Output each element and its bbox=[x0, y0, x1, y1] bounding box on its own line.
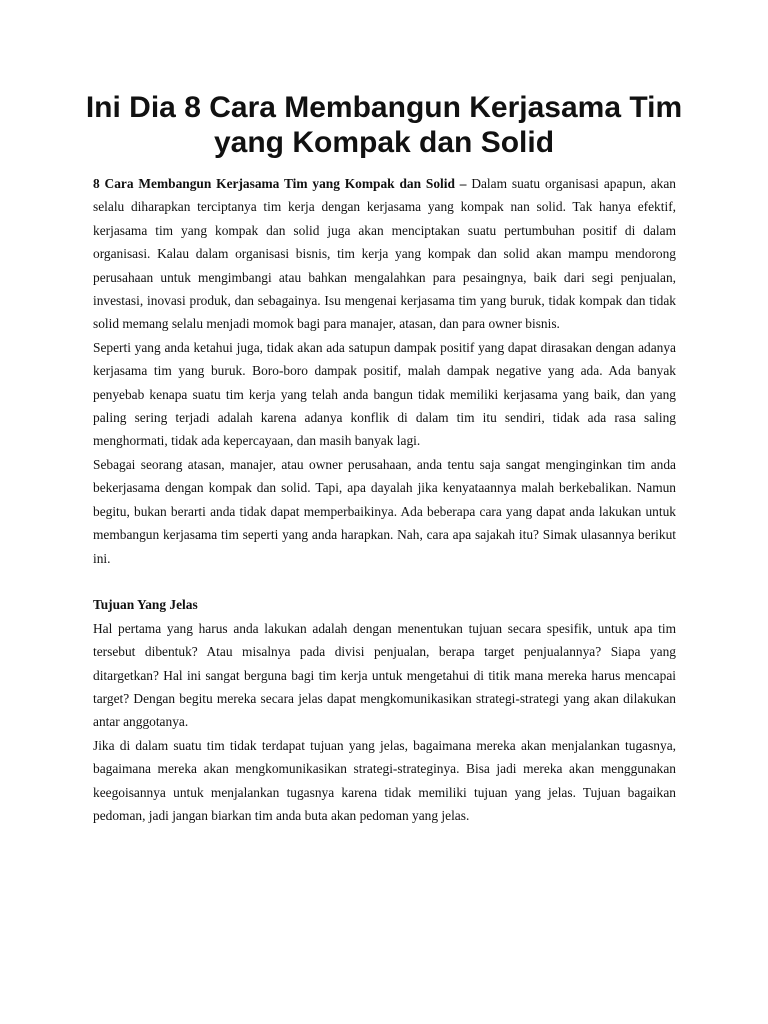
intro-text: Dalam suatu organisasi apapun, akan selalu diharapkan terciptanya tim kerja dengan kerjasama yang kompak nan solid. Tak hanya efektif, kerjasama tim yang kompak dan solid juga akan menciptakan suatu pertumbuhan positif di dalam organisasi. Kalau dalam organisasi bisnis, tim kerja yang kompak dan solid akan mampu mendorong perusahaan untuk mengimbangi atau bahkan mengalahkan para pesaingnya, baik dari segi penjualan, investasi, inovasi produk, dan sebagainya. Isu mengenai kerjasama tim yang buruk, tidak kompak dan tidak solid memang selalu menjadi momok bagi para manajer, atasan, dan para owner bisnis. bbox=[93, 176, 677, 332]
paragraph-1: Seperti yang anda ketahui juga, tidak akan ada satupun dampak positif yang dapat dirasakan dengan adanya kerjasama tim yang buruk. Boro-boro dampak positif, malah dampak negative yang ada. Ada banyak penyebab kenapa suatu tim kerja yang telah anda bangun tidak memiliki kerjasama yang baik, dan yang paling sering terjadi adalah karena adanya konflik di dalam tim itu sendiri, tidak ada rasa saling menghormati, tidak ada kepercayaan, dan masih banyak lagi. bbox=[93, 339, 676, 449]
section-heading: Tujuan Yang Jelas bbox=[93, 597, 198, 613]
section-paragraph-2: Jika di dalam suatu tim tidak terdapat tujuan yang jelas, bagaimana mereka akan menjalankan tugasnya, bagaimana mereka akan mengkomunikasikan strategi-strateginya. Bisa jadi mereka akan menggunakan keegoisannya untuk menjalankan tugasnya karena tidak memiliki tujuan yang jelas. Tujuan bagaikan pedoman, jadi jangan biarkan tim anda buta akan pedoman yang jelas. bbox=[93, 737, 676, 823]
paragraph-2: Sebagai seorang atasan, manajer, atau owner perusahaan, anda tentu saja sangat menginginkan tim anda bekerjasama dengan kompak dan solid. Tapi, apa dayalah jika kenyataannya malah berkebalikan. Namun begitu, bukan berarti anda tidak dapat memperbaikinya. Ada beberapa cara yang dapat anda lakukan untuk membangun kerjasama tim seperti yang anda harapkan. Nah, cara apa sajakah itu? Simak ulasannya berikut ini. bbox=[93, 456, 676, 566]
intro-lead: 8 Cara Membangun Kerjasama Tim yang Kompak dan Solid – bbox=[93, 176, 467, 191]
article-body bbox=[93, 172, 676, 827]
page-title: Ini Dia 8 Cara Membangun Kerjasama Tim yang Kompak dan Solid bbox=[85, 91, 683, 159]
intro-paragraph bbox=[93, 172, 676, 336]
section-paragraph-1: Hal pertama yang harus anda lakukan adalah dengan menentukan tujuan secara spesifik, untuk apa tim tersebut dibentuk? Atau misalnya pada divisi penjualan, berapa target penjualannya? Siapa yang ditargetkan? Hal ini sangat berguna bagi tim kerja untuk mengetahui di titik mana mereka harus mencapai target? Dengan begitu mereka secara jelas dapat mengkomunikasikan strategi-strategi yang akan dilakukan antar anggotanya. bbox=[93, 620, 676, 730]
